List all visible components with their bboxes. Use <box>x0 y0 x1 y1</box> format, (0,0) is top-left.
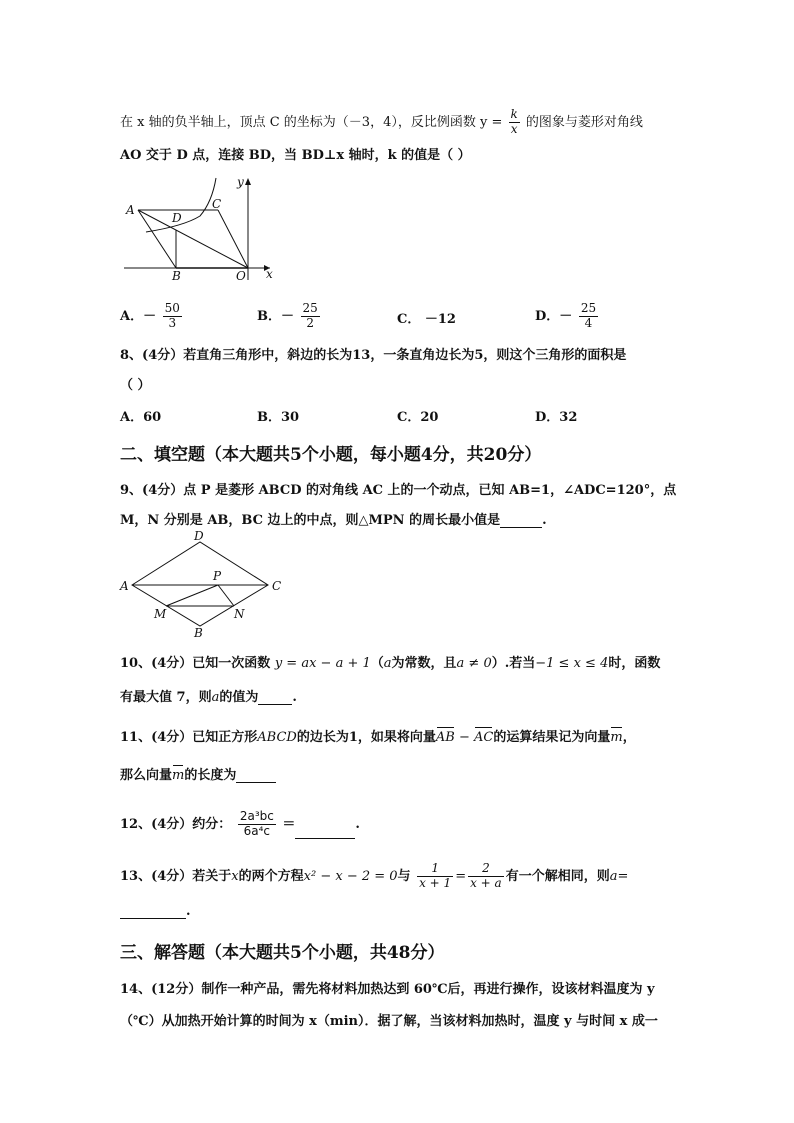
q13-fraction-2: $\frac{2}{x + a}$ <box>470 861 502 890</box>
label-y: y <box>237 175 244 189</box>
q7-option-c[interactable]: C． －12 <box>397 312 456 327</box>
q13-line1: 13、(4分）若关于x的两个方程x² − x − 2 = 0与 $\frac{1}{x + 1}$ = $\frac{2}{x + a}$ 有一个解相同，则a= <box>120 861 629 890</box>
q13-line2: . <box>120 904 191 919</box>
segment-mp <box>166 585 218 606</box>
vector-m-2: m <box>172 768 185 783</box>
q9-answer-blank[interactable] <box>500 513 542 528</box>
y-axis-arrow <box>245 178 251 185</box>
section-2-heading: 二、填空题（本大题共5个小题，每小题4分，共20分） <box>120 445 542 465</box>
q7-option-b[interactable]: B．－ $\frac{25}{2}$ <box>257 301 318 330</box>
label-c: C <box>212 197 222 211</box>
rhombus-abcd <box>132 542 268 626</box>
label-p: P <box>213 569 222 583</box>
q8-option-a[interactable]: A．60 <box>120 410 162 425</box>
q14-line1: 14、(12分）制作一种产品，需先将材料加热达到 60℃后，再进行操作，设该材料温度为 y <box>120 982 655 997</box>
q8-paren: （ ） <box>120 378 151 393</box>
label-d: D <box>194 530 204 543</box>
label-b: B <box>194 626 203 640</box>
label-d: D <box>172 211 182 225</box>
q10-line2: 有最大值 7，则a的值为 . <box>120 690 297 705</box>
label-a: A <box>120 579 129 593</box>
q7-option-a[interactable]: A．－ $\frac{50}{3}$ <box>120 301 180 330</box>
q11-answer-blank[interactable] <box>236 768 276 783</box>
q10-line1: 10、(4分）已知一次函数 y = ax − a + 1（a为常数，且a ≠ 0）.若当−1 ≤ x ≤ 4时，函数 <box>120 656 661 671</box>
q8-options <box>120 406 680 424</box>
label-m: M <box>154 607 167 621</box>
q7-rhombus-hyperbola-figure <box>120 172 280 284</box>
q7-option-d[interactable]: D．－ $\frac{25}{4}$ <box>535 301 597 330</box>
q8-option-b[interactable]: B．30 <box>257 410 300 425</box>
q8-text: 8、(4分）若直角三角形中，斜边的长为13，一条直角边长为5，则这个三角形的面积是 <box>120 348 627 363</box>
side-ab <box>138 210 176 268</box>
label-x: x <box>266 267 273 281</box>
label-c: C <box>272 579 282 593</box>
q7-func-fraction: $\frac{k}{x}$ <box>510 107 518 136</box>
side-co <box>218 210 248 268</box>
segment-pn <box>218 585 234 606</box>
label-n: N <box>234 607 245 621</box>
label-o: O <box>236 269 246 283</box>
section-3-heading: 三、解答题（本大题共5个小题，共48分） <box>120 943 445 963</box>
vector-ac: AC <box>474 730 494 745</box>
q9-rhombus-figure <box>116 530 291 642</box>
q7-options <box>120 298 680 334</box>
vector-ab: AB <box>435 730 455 745</box>
vector-m: m <box>610 730 623 745</box>
label-a: A <box>126 203 135 217</box>
q12-fraction: $\frac{\text{2a³bc}}{\text{6a⁴c}}$ <box>239 809 274 838</box>
q11-line2: 那么向量m的长度为 <box>120 764 276 783</box>
q14-line2: （℃）从加热开始计算的时间为 x（min）．据了解，当该材料加热时，温度 y 与时间 x 成一 <box>120 1014 658 1029</box>
q10-answer-blank[interactable] <box>258 690 292 705</box>
q9-line2: M，N 分别是 AB，BC 边上的中点，则△MPN 的周长最小值是 . <box>120 513 547 528</box>
q8-option-c[interactable]: C．20 <box>397 410 439 425</box>
q13-answer-blank[interactable] <box>120 904 186 919</box>
q13-fraction-1: $\frac{1}{x + 1}$ <box>419 861 452 890</box>
q7-line1: 在 x 轴的负半轴上，顶点 C 的坐标为（－3，4），反比例函数 y = $\frac{k}{x}$ 的图象与菱形对角线 <box>120 107 643 136</box>
q8-option-d[interactable]: D．32 <box>535 410 578 425</box>
diagonal-ao <box>138 210 248 268</box>
q11-line1: 11、(4分）已知正方形ABCD的边长为1，如果将向量AB − AC的运算结果记为向量m， <box>120 730 636 745</box>
q12-answer-blank[interactable] <box>295 824 355 839</box>
label-b: B <box>172 269 181 283</box>
q9-line1: 9、(4分）点 P 是菱形 ABCD 的对角线 AC 上的一个动点，已知 AB=1，∠ADC=120°，点 <box>120 483 677 498</box>
q7-line2: AO 交于 D 点，连接 BD，当 BD⊥x 轴时，k 的值是（ ） <box>120 148 471 163</box>
q12-line: 12、(4分）约分： $\frac{\text{2a³bc}}{\text{6a⁴c}}$ ＝ . <box>120 809 360 838</box>
